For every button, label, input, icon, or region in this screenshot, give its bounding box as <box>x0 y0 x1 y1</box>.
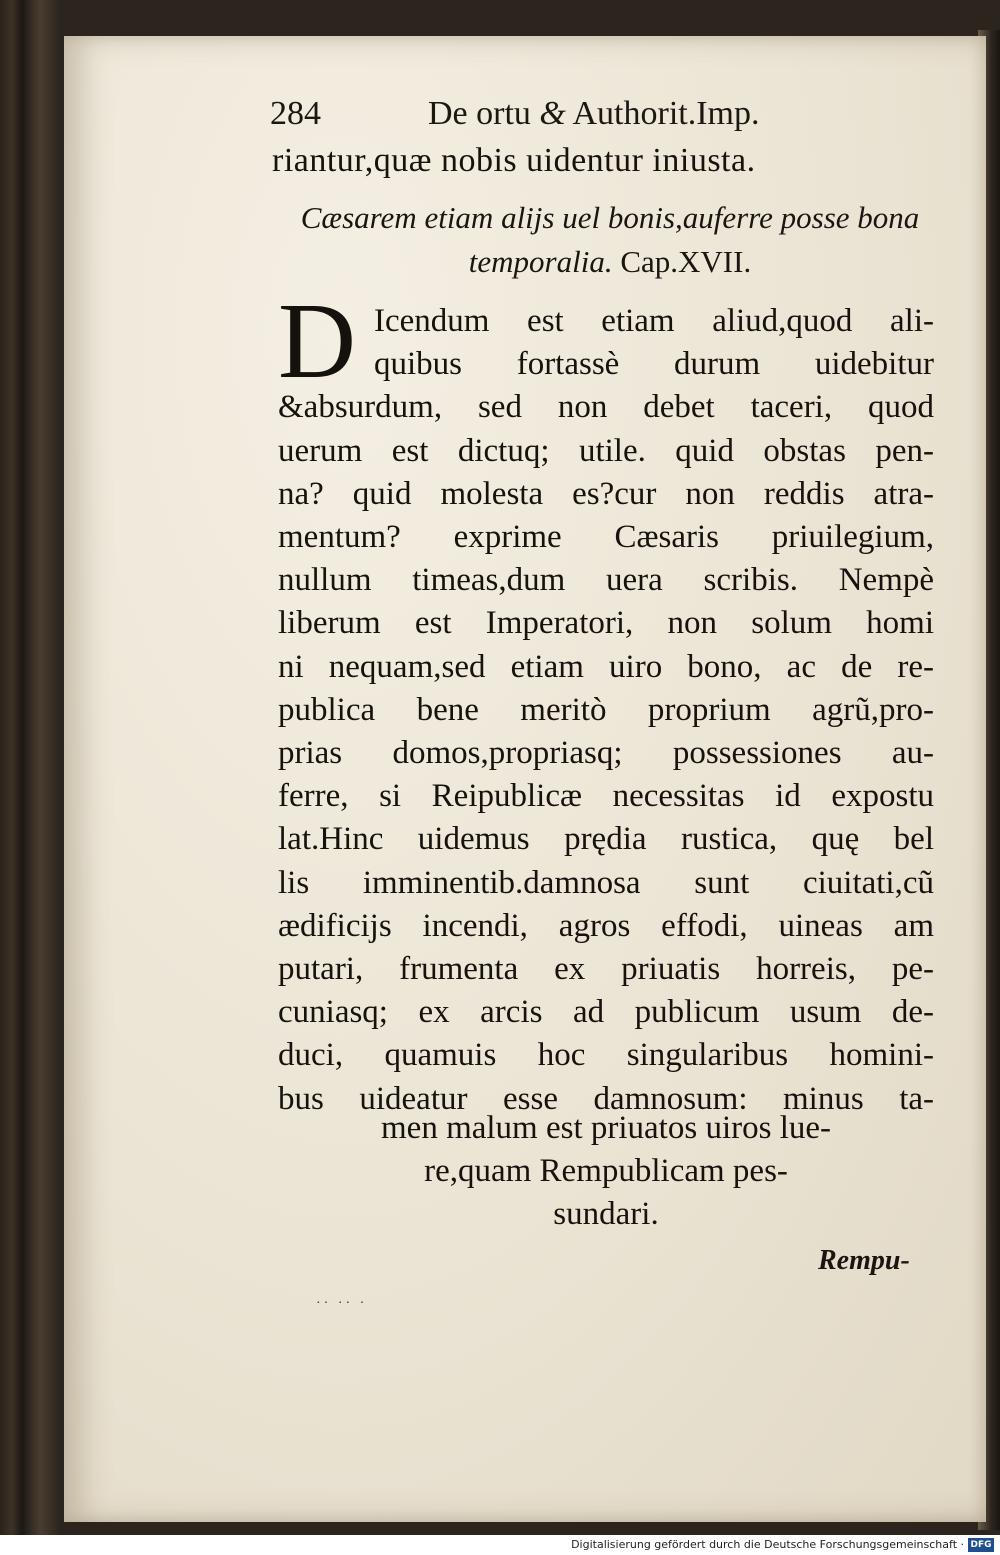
running-head-part-b: Authorit.Imp. <box>565 95 760 132</box>
body-line: quibus fortassè durum uidebitur <box>374 346 934 383</box>
body-line: liberum est Imperatori, non solum homi <box>278 605 934 642</box>
body-text <box>278 300 934 1121</box>
catchword: Rempu- <box>818 1245 910 1276</box>
body-line: mentum? exprime Cæsaris priuilegium, <box>278 519 934 556</box>
body-line: duci, quamuis hoc singularibus homini- <box>278 1037 934 1074</box>
drop-cap-initial: D <box>278 282 356 401</box>
body-line: uerum est dictuq; utile. quid obstas pen- <box>278 432 934 469</box>
footer-credit: Digitalisierung gefördert durch die Deutsche Forschungsgemeinschaft · <box>571 1538 964 1551</box>
tail-line: sundari. <box>553 1196 659 1233</box>
body-text-tail <box>278 1107 934 1237</box>
page-number: 284 <box>270 95 321 132</box>
body-line: lat.Hinc uidemus prędia rustica, quę bel <box>278 821 934 858</box>
chapter-title-word: temporalia. <box>468 244 613 279</box>
dfg-logo: DFG <box>968 1538 994 1552</box>
body-line: bus uideatur esse damnosum: minus ta- <box>278 1080 934 1117</box>
tail-line: men malum est priuatos uiros lue- <box>381 1110 831 1146</box>
body-line: publica bene meritò proprium agrũ,pro- <box>278 691 934 728</box>
page-header <box>270 95 830 141</box>
body-line: ni nequam,sed etiam uiro bono, ac de re- <box>278 648 934 685</box>
body-line: lis imminentib.damnosa sunt ciuitati,cũ <box>278 864 934 901</box>
running-head-ampersand: & <box>539 95 566 132</box>
body-line: putari, frumenta ex priuatis horreis, pe- <box>278 951 934 988</box>
chapter-title-line-1: Cæsarem etiam alijs uel bonis,auferre posse bona <box>300 200 920 235</box>
ink-smudge: ·· ·· · <box>316 1296 368 1311</box>
body-line: ædificijs incendi, agros effodi, uineas am <box>278 907 934 944</box>
body-line: nullum timeas,dum uera scribis. Nempè <box>278 562 934 599</box>
chapter-title-line-2 <box>270 240 950 284</box>
running-head-part-a: De ortu <box>428 95 540 132</box>
body-line: na? quid molesta es?cur non reddis atra- <box>278 475 934 512</box>
carry-over-line: riantur,quæ nobis uidentur iniusta. <box>272 142 756 179</box>
body-line: cuniasq; ex arcis ad publicum usum de- <box>278 994 934 1031</box>
body-line: ferre, si Reipublicæ necessitas id expostu <box>278 778 934 815</box>
body-line: &absurdum, sed non debet taceri, quod <box>278 389 934 426</box>
body-line: prias domos,propriasq; possessiones au- <box>278 735 934 772</box>
chapter-heading <box>270 196 950 284</box>
tail-line: re,quam Rempublicam pes- <box>424 1153 788 1190</box>
chapter-label: Cap.XVII. <box>620 244 752 279</box>
body-line: Icendum est etiam aliud,quod ali- <box>374 303 934 339</box>
running-head <box>428 95 759 133</box>
